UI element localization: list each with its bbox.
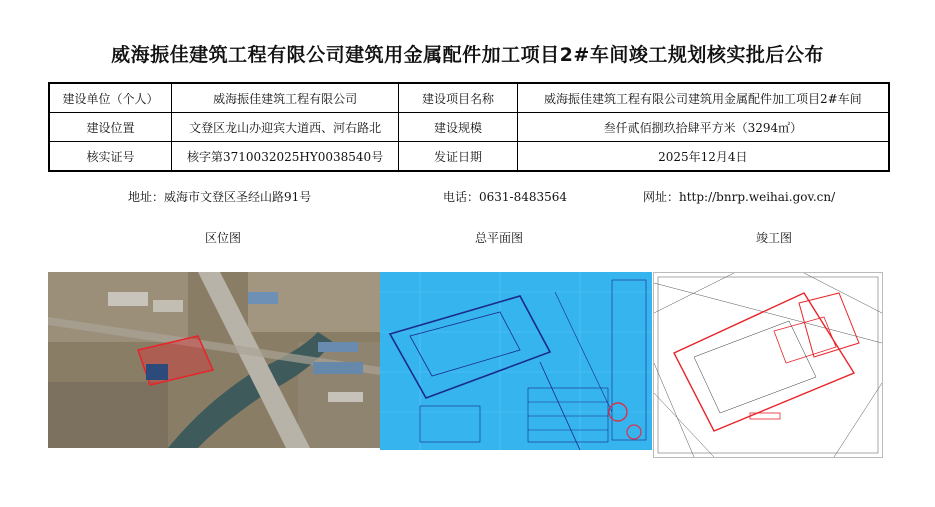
table-cell: 叁仟贰佰捌玖拾肆平方米（3294㎡）	[517, 113, 889, 142]
table-cell: 建设单位（个人）	[49, 83, 172, 113]
table-cell: 发证日期	[399, 142, 517, 172]
project-info-table	[48, 82, 890, 172]
table-row	[49, 113, 889, 142]
site-plan-caption: 总平面图	[475, 231, 524, 245]
table-cell: 威海振佳建筑工程有限公司建筑用金属配件加工项目2#车间	[517, 83, 889, 113]
completion-drawing-caption: 竣工图	[756, 231, 793, 245]
table-cell: 核实证号	[49, 142, 172, 172]
table-cell: 2025年12月4日	[517, 142, 889, 172]
page-title: 威海振佳建筑工程有限公司建筑用金属配件加工项目2#车间竣工规划核实批后公布	[111, 44, 824, 66]
table-cell: 建设项目名称	[399, 83, 517, 113]
table-cell: 核字第3710032025HY0038540号	[172, 142, 399, 172]
table-row	[49, 83, 889, 113]
address-text: 地址：威海市文登区圣经山路91号	[128, 190, 312, 204]
table-cell: 威海振佳建筑工程有限公司	[172, 83, 399, 113]
table-row	[49, 142, 889, 172]
location-map-image	[48, 272, 380, 448]
phone-text: 电话：0631-8483564	[443, 190, 568, 204]
table-cell: 建设位置	[49, 113, 172, 142]
website-link[interactable]: 网址：http://bnrp.weihai.gov.cn/	[643, 190, 836, 204]
completion-drawing-image	[653, 272, 883, 458]
table-cell: 文登区龙山办迎宾大道西、河右路北	[172, 113, 399, 142]
site-plan-image	[380, 272, 652, 450]
table-cell: 建设规模	[399, 113, 517, 142]
location-map-caption: 区位图	[205, 231, 242, 245]
